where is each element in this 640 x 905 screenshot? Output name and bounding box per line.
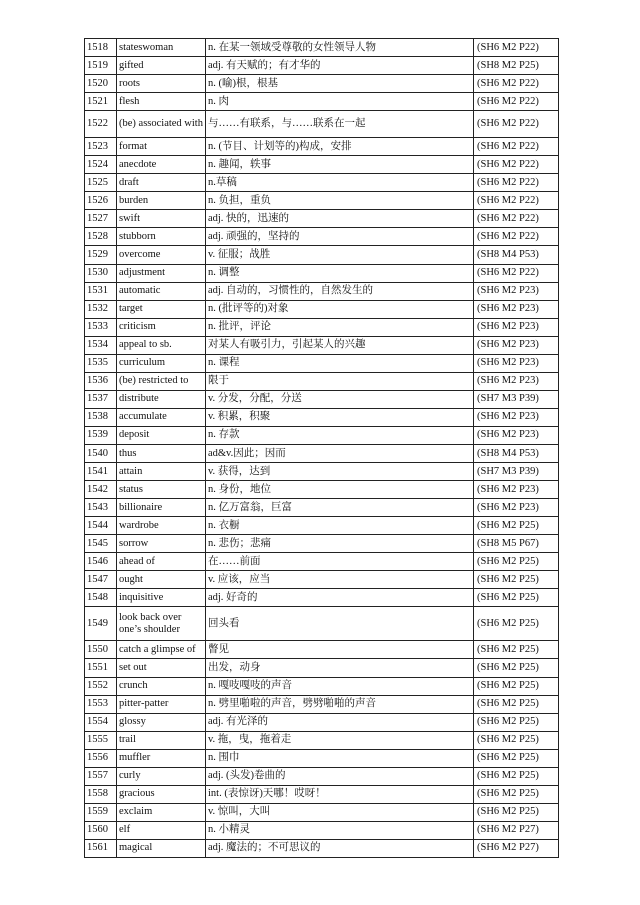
entry-number: 1519 bbox=[85, 57, 117, 75]
entry-number: 1521 bbox=[85, 93, 117, 111]
entry-reference: (SH6 M2 P25) bbox=[473, 713, 558, 731]
entry-word: swift bbox=[117, 210, 206, 228]
entry-number: 1534 bbox=[85, 336, 117, 354]
entry-reference: (SH6 M2 P22) bbox=[473, 75, 558, 93]
entry-reference: (SH6 M2 P25) bbox=[473, 589, 558, 607]
entry-definition: n. 悲伤；悲痛 bbox=[205, 535, 473, 553]
entry-definition: n. 趣闻，轶事 bbox=[205, 156, 473, 174]
entry-definition: adj. 有天赋的；有才华的 bbox=[205, 57, 473, 75]
entry-reference: (SH6 M2 P22) bbox=[473, 210, 558, 228]
entry-number: 1550 bbox=[85, 641, 117, 659]
entry-word: wardrobe bbox=[117, 517, 206, 535]
table-row bbox=[85, 444, 559, 462]
entry-number: 1552 bbox=[85, 677, 117, 695]
entry-number: 1543 bbox=[85, 499, 117, 517]
table-row bbox=[85, 607, 559, 641]
table-row bbox=[85, 174, 559, 192]
entry-number: 1545 bbox=[85, 535, 117, 553]
entry-word: pitter-patter bbox=[117, 695, 206, 713]
entry-reference: (SH8 M5 P67) bbox=[473, 535, 558, 553]
entry-definition: v. 积累，积聚 bbox=[205, 408, 473, 426]
table-row bbox=[85, 282, 559, 300]
table-row bbox=[85, 785, 559, 803]
table-row bbox=[85, 300, 559, 318]
table-row bbox=[85, 463, 559, 481]
entry-reference: (SH6 M2 P25) bbox=[473, 659, 558, 677]
table-row bbox=[85, 713, 559, 731]
entry-reference: (SH6 M2 P25) bbox=[473, 571, 558, 589]
entry-definition: n. 课程 bbox=[205, 354, 473, 372]
entry-word: gifted bbox=[117, 57, 206, 75]
table-row bbox=[85, 659, 559, 677]
entry-reference: (SH6 M2 P25) bbox=[473, 749, 558, 767]
entry-definition: adj. 自动的，习惯性的，自然发生的 bbox=[205, 282, 473, 300]
entry-definition: 瞥见 bbox=[205, 641, 473, 659]
entry-reference: (SH6 M2 P22) bbox=[473, 39, 558, 57]
entry-reference: (SH7 M3 P39) bbox=[473, 390, 558, 408]
entry-reference: (SH6 M2 P23) bbox=[473, 481, 558, 499]
table-row bbox=[85, 553, 559, 571]
entry-word: overcome bbox=[117, 246, 206, 264]
table-row bbox=[85, 731, 559, 749]
table-row bbox=[85, 535, 559, 553]
entry-reference: (SH6 M2 P23) bbox=[473, 408, 558, 426]
entry-reference: (SH6 M2 P23) bbox=[473, 426, 558, 444]
table-row bbox=[85, 210, 559, 228]
entry-reference: (SH6 M2 P25) bbox=[473, 607, 558, 641]
table-row bbox=[85, 138, 559, 156]
entry-reference: (SH6 M2 P23) bbox=[473, 499, 558, 517]
table-row bbox=[85, 481, 559, 499]
entry-word: criticism bbox=[117, 318, 206, 336]
entry-word: elf bbox=[117, 821, 206, 839]
entry-definition: n. 调整 bbox=[205, 264, 473, 282]
entry-word: appeal to sb. bbox=[117, 336, 206, 354]
table-row bbox=[85, 111, 559, 138]
entry-number: 1528 bbox=[85, 228, 117, 246]
table-row bbox=[85, 372, 559, 390]
table-row bbox=[85, 517, 559, 535]
entry-word: muffler bbox=[117, 749, 206, 767]
table-row bbox=[85, 408, 559, 426]
table-row bbox=[85, 192, 559, 210]
entry-word: adjustment bbox=[117, 264, 206, 282]
entry-reference: (SH6 M2 P25) bbox=[473, 695, 558, 713]
entry-word: catch a glimpse of bbox=[117, 641, 206, 659]
entry-word: burden bbox=[117, 192, 206, 210]
table-row bbox=[85, 767, 559, 785]
table-row bbox=[85, 336, 559, 354]
entry-number: 1541 bbox=[85, 463, 117, 481]
entry-word: trail bbox=[117, 731, 206, 749]
entry-word: exclaim bbox=[117, 803, 206, 821]
entry-word: thus bbox=[117, 444, 206, 462]
entry-definition: adj. (头发)卷曲的 bbox=[205, 767, 473, 785]
entry-word: target bbox=[117, 300, 206, 318]
entry-definition: n. (批评等的)对象 bbox=[205, 300, 473, 318]
entry-reference: (SH6 M2 P25) bbox=[473, 553, 558, 571]
entry-definition: int. (表惊讶)天哪！哎呀！ bbox=[205, 785, 473, 803]
entry-reference: (SH7 M3 P39) bbox=[473, 463, 558, 481]
entry-definition: 限于 bbox=[205, 372, 473, 390]
table-row bbox=[85, 354, 559, 372]
entry-number: 1532 bbox=[85, 300, 117, 318]
entry-reference: (SH6 M2 P23) bbox=[473, 282, 558, 300]
table-row bbox=[85, 695, 559, 713]
entry-number: 1518 bbox=[85, 39, 117, 57]
entry-definition: 在……前面 bbox=[205, 553, 473, 571]
entry-word: (be) restricted to bbox=[117, 372, 206, 390]
entry-reference: (SH6 M2 P23) bbox=[473, 336, 558, 354]
entry-number: 1549 bbox=[85, 607, 117, 641]
entry-number: 1527 bbox=[85, 210, 117, 228]
entry-word: anecdote bbox=[117, 156, 206, 174]
table-row bbox=[85, 264, 559, 282]
table-row bbox=[85, 390, 559, 408]
entry-definition: n. 负担，重负 bbox=[205, 192, 473, 210]
entry-number: 1529 bbox=[85, 246, 117, 264]
entry-number: 1559 bbox=[85, 803, 117, 821]
table-row bbox=[85, 839, 559, 857]
entry-reference: (SH6 M2 P25) bbox=[473, 803, 558, 821]
table-row bbox=[85, 246, 559, 264]
entry-reference: (SH8 M4 P53) bbox=[473, 246, 558, 264]
entry-definition: adj. 顽强的，坚持的 bbox=[205, 228, 473, 246]
entry-word: crunch bbox=[117, 677, 206, 695]
entry-word: flesh bbox=[117, 93, 206, 111]
entry-definition: n. 衣橱 bbox=[205, 517, 473, 535]
table-row bbox=[85, 426, 559, 444]
entry-number: 1525 bbox=[85, 174, 117, 192]
entry-word: gracious bbox=[117, 785, 206, 803]
entry-definition: adj. 快的，迅速的 bbox=[205, 210, 473, 228]
table-row bbox=[85, 821, 559, 839]
entry-reference: (SH6 M2 P22) bbox=[473, 228, 558, 246]
entry-reference: (SH6 M2 P23) bbox=[473, 318, 558, 336]
entry-reference: (SH6 M2 P25) bbox=[473, 785, 558, 803]
entry-reference: (SH6 M2 P22) bbox=[473, 111, 558, 138]
entry-reference: (SH6 M2 P25) bbox=[473, 517, 558, 535]
entry-definition: v. 分发，分配，分送 bbox=[205, 390, 473, 408]
table-row bbox=[85, 677, 559, 695]
table-row bbox=[85, 589, 559, 607]
entry-definition: n. 劈里啪啦的声音，劈劈啪啪的声音 bbox=[205, 695, 473, 713]
entry-reference: (SH6 M2 P23) bbox=[473, 372, 558, 390]
entry-definition: v. 惊叫，大叫 bbox=[205, 803, 473, 821]
entry-reference: (SH8 M2 P25) bbox=[473, 57, 558, 75]
entry-definition: 对某人有吸引力，引起某人的兴趣 bbox=[205, 336, 473, 354]
entry-word: ought bbox=[117, 571, 206, 589]
entry-word: attain bbox=[117, 463, 206, 481]
entry-definition: 出发，动身 bbox=[205, 659, 473, 677]
entry-reference: (SH6 M2 P22) bbox=[473, 192, 558, 210]
entry-reference: (SH6 M2 P27) bbox=[473, 821, 558, 839]
entry-definition: 与……有联系，与……联系在一起 bbox=[205, 111, 473, 138]
entry-word: distribute bbox=[117, 390, 206, 408]
entry-word: roots bbox=[117, 75, 206, 93]
entry-word: glossy bbox=[117, 713, 206, 731]
entry-number: 1551 bbox=[85, 659, 117, 677]
entry-word: sorrow bbox=[117, 535, 206, 553]
entry-word: stubborn bbox=[117, 228, 206, 246]
entry-word: (be) associated with bbox=[117, 111, 206, 138]
entry-definition: n. 身份，地位 bbox=[205, 481, 473, 499]
entry-word: set out bbox=[117, 659, 206, 677]
entry-word: inquisitive bbox=[117, 589, 206, 607]
entry-number: 1526 bbox=[85, 192, 117, 210]
entry-word: curriculum bbox=[117, 354, 206, 372]
entry-number: 1554 bbox=[85, 713, 117, 731]
entry-number: 1540 bbox=[85, 444, 117, 462]
entry-reference: (SH6 M2 P22) bbox=[473, 93, 558, 111]
entry-number: 1555 bbox=[85, 731, 117, 749]
entry-number: 1539 bbox=[85, 426, 117, 444]
table-row bbox=[85, 571, 559, 589]
entry-definition: adj. 魔法的；不可思议的 bbox=[205, 839, 473, 857]
table-row bbox=[85, 75, 559, 93]
entry-number: 1524 bbox=[85, 156, 117, 174]
entry-word: curly bbox=[117, 767, 206, 785]
entry-number: 1522 bbox=[85, 111, 117, 138]
entry-number: 1546 bbox=[85, 553, 117, 571]
table-row bbox=[85, 749, 559, 767]
table-row bbox=[85, 39, 559, 57]
entry-number: 1538 bbox=[85, 408, 117, 426]
vocabulary-table-body bbox=[85, 39, 559, 858]
entry-reference: (SH6 M2 P22) bbox=[473, 138, 558, 156]
entry-word: deposit bbox=[117, 426, 206, 444]
entry-word: ahead of bbox=[117, 553, 206, 571]
entry-reference: (SH6 M2 P22) bbox=[473, 264, 558, 282]
entry-word: status bbox=[117, 481, 206, 499]
entry-definition: 回头看 bbox=[205, 607, 473, 641]
entry-number: 1533 bbox=[85, 318, 117, 336]
entry-word: look back over one’s shoulder bbox=[117, 607, 206, 641]
entry-reference: (SH6 M2 P27) bbox=[473, 839, 558, 857]
entry-word: draft bbox=[117, 174, 206, 192]
table-row bbox=[85, 318, 559, 336]
entry-number: 1542 bbox=[85, 481, 117, 499]
table-row bbox=[85, 803, 559, 821]
entry-number: 1558 bbox=[85, 785, 117, 803]
entry-definition: n. 批评，评论 bbox=[205, 318, 473, 336]
entry-reference: (SH6 M2 P25) bbox=[473, 641, 558, 659]
entry-definition: v. 拖，曳，拖着走 bbox=[205, 731, 473, 749]
entry-number: 1548 bbox=[85, 589, 117, 607]
entry-number: 1553 bbox=[85, 695, 117, 713]
entry-reference: (SH6 M2 P25) bbox=[473, 677, 558, 695]
entry-definition: v. 征服；战胜 bbox=[205, 246, 473, 264]
entry-number: 1557 bbox=[85, 767, 117, 785]
entry-definition: adj. 有光泽的 bbox=[205, 713, 473, 731]
entry-number: 1547 bbox=[85, 571, 117, 589]
entry-number: 1560 bbox=[85, 821, 117, 839]
entry-definition: ad&v.因此；因而 bbox=[205, 444, 473, 462]
entry-reference: (SH6 M2 P25) bbox=[473, 731, 558, 749]
entry-reference: (SH6 M2 P25) bbox=[473, 767, 558, 785]
table-row bbox=[85, 156, 559, 174]
entry-definition: n.草稿 bbox=[205, 174, 473, 192]
entry-definition: n. 围巾 bbox=[205, 749, 473, 767]
entry-word: automatic bbox=[117, 282, 206, 300]
entry-reference: (SH6 M2 P22) bbox=[473, 156, 558, 174]
table-row bbox=[85, 641, 559, 659]
entry-reference: (SH8 M4 P53) bbox=[473, 444, 558, 462]
table-row bbox=[85, 228, 559, 246]
vocabulary-table bbox=[84, 38, 559, 858]
entry-reference: (SH6 M2 P23) bbox=[473, 354, 558, 372]
entry-definition: n. (节目、计划等的)构成，安排 bbox=[205, 138, 473, 156]
entry-word: billionaire bbox=[117, 499, 206, 517]
entry-number: 1523 bbox=[85, 138, 117, 156]
entry-number: 1530 bbox=[85, 264, 117, 282]
entry-reference: (SH6 M2 P22) bbox=[473, 174, 558, 192]
entry-number: 1531 bbox=[85, 282, 117, 300]
entry-word: stateswoman bbox=[117, 39, 206, 57]
entry-reference: (SH6 M2 P23) bbox=[473, 300, 558, 318]
entry-word: accumulate bbox=[117, 408, 206, 426]
entry-number: 1536 bbox=[85, 372, 117, 390]
entry-word: magical bbox=[117, 839, 206, 857]
table-row bbox=[85, 57, 559, 75]
entry-number: 1544 bbox=[85, 517, 117, 535]
entry-definition: n. 小精灵 bbox=[205, 821, 473, 839]
entry-definition: n. (喻)根，根基 bbox=[205, 75, 473, 93]
entry-definition: n. 存款 bbox=[205, 426, 473, 444]
entry-definition: n. 亿万富翁，巨富 bbox=[205, 499, 473, 517]
entry-definition: v. 获得，达到 bbox=[205, 463, 473, 481]
entry-definition: n. 肉 bbox=[205, 93, 473, 111]
entry-number: 1561 bbox=[85, 839, 117, 857]
entry-number: 1556 bbox=[85, 749, 117, 767]
entry-number: 1537 bbox=[85, 390, 117, 408]
table-row bbox=[85, 499, 559, 517]
entry-definition: n. 在某一领域受尊敬的女性领导人物 bbox=[205, 39, 473, 57]
entry-definition: adj. 好奇的 bbox=[205, 589, 473, 607]
table-row bbox=[85, 93, 559, 111]
entry-number: 1535 bbox=[85, 354, 117, 372]
entry-word: format bbox=[117, 138, 206, 156]
entry-number: 1520 bbox=[85, 75, 117, 93]
entry-definition: v. 应该，应当 bbox=[205, 571, 473, 589]
entry-definition: n. 嘎吱嘎吱的声音 bbox=[205, 677, 473, 695]
